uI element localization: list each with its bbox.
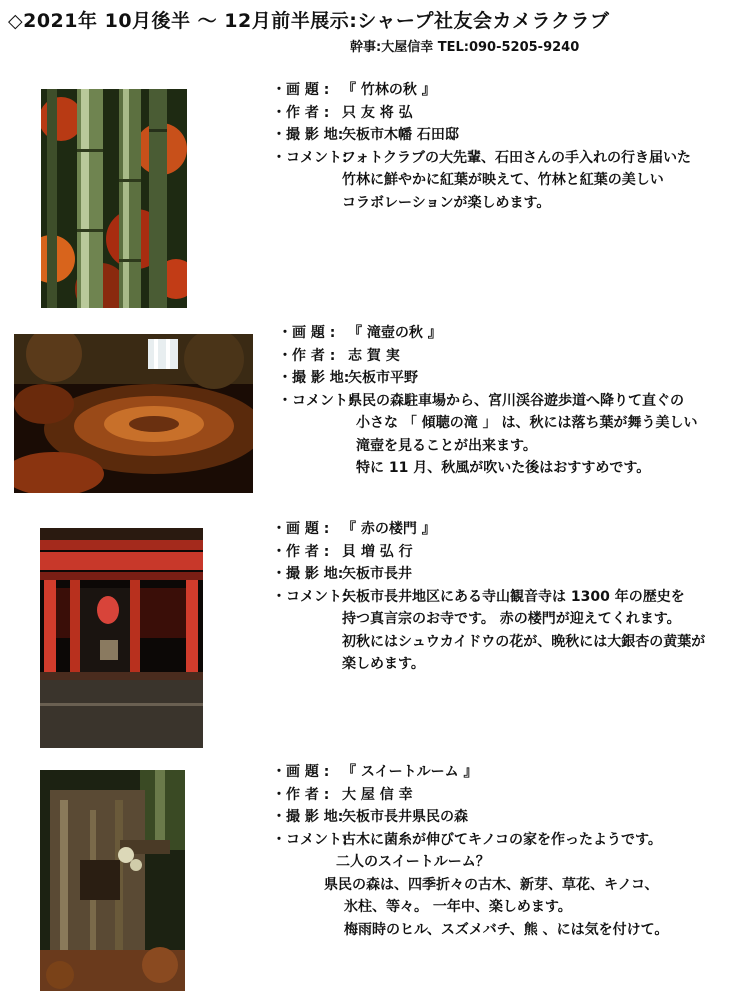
comment-line: 梅雨時のヒル、スズメバチ、熊 、には気を付けて。 xyxy=(344,921,669,938)
entry-author: 只 友 将 弘 xyxy=(342,104,413,121)
entry-title: 『 赤の楼門 』 xyxy=(342,521,436,537)
waterfall-image xyxy=(14,334,253,493)
comment-line: フォトクラブの大先輩、石田さんの手入れの行き届いた xyxy=(342,149,692,166)
comment-line: 矢板市長井地区にある寺山観音寺は 1300 年の歴史を xyxy=(342,588,685,605)
label-author: ・作 者 : xyxy=(272,104,330,121)
bamboo-image xyxy=(41,89,187,308)
entry-author: 貝 増 弘 行 xyxy=(342,543,413,560)
entry-title: 『 滝壺の秋 』 xyxy=(348,325,442,341)
comment-line: 古木に菌糸が伸びてキノコの家を作ったようです。 xyxy=(342,831,662,848)
page-title: ◇2021年 10月後半 ～ 12月前半展示:シャープ社友会カメラクラブ xyxy=(8,10,610,32)
comment-line: 二人のスイートルーム？ xyxy=(336,854,490,870)
label-comment: ・コメント: xyxy=(278,392,354,409)
photo-waterfall xyxy=(14,334,253,493)
label-comment: ・コメント: xyxy=(272,588,348,605)
label-author: ・作 者 : xyxy=(272,543,330,560)
entry-title: 『 竹林の秋 』 xyxy=(342,82,436,98)
entry-title: 『 スイートルーム 』 xyxy=(342,764,478,780)
entry-1 xyxy=(272,79,691,214)
comment-line: 楽しめます。 xyxy=(342,656,425,672)
comment-line: 特に 11 月、秋風が吹いた後はおすすめです。 xyxy=(356,460,651,476)
label-title: ・画 題 : xyxy=(272,521,330,537)
comment-line: 小さな 「 傾聴の滝 」 は、秋には落ち葉が舞う美しい xyxy=(356,415,698,431)
entry-location: 矢板市長井県民の森 xyxy=(342,809,468,825)
label-title: ・画 題 : xyxy=(272,82,330,98)
organizer-contact: 幹事:大屋信幸 TEL:090-5205-9240 xyxy=(350,40,580,55)
comment-line: 県民の森駐車場から、宮川渓谷遊歩道へ降りて直ぐの xyxy=(348,392,684,409)
label-location: ・撮 影 地: xyxy=(272,566,344,582)
comment-line: 氷柱、等々。 一年中、楽しめます。 xyxy=(344,899,572,915)
comment-line: 県民の森は、四季折々の古木、新芽、草花、キノコ、 xyxy=(324,876,659,893)
label-location: ・撮 影 地: xyxy=(272,809,344,825)
comment-line: コラボレーションが楽しめます。 xyxy=(342,194,551,211)
label-title: ・画 題 : xyxy=(272,764,330,780)
entry-author: 大 屋 信 幸 xyxy=(342,786,413,803)
tree-image xyxy=(40,770,185,991)
label-author: ・作 者 : xyxy=(278,347,336,364)
entry-4 xyxy=(272,761,668,941)
gate-image xyxy=(40,528,203,748)
photo-tree-roots xyxy=(40,770,185,991)
comment-line: 持つ真言宗のお寺です。 赤の楼門が迎えてくれます。 xyxy=(342,611,681,627)
label-location: ・撮 影 地: xyxy=(272,127,344,143)
entry-location: 矢板市木幡 石田邸 xyxy=(342,127,459,143)
entry-location: 矢板市平野 xyxy=(348,370,418,386)
photo-bamboo xyxy=(41,89,187,308)
entry-location: 矢板市長井 xyxy=(342,566,412,582)
photo-red-gate xyxy=(40,528,203,748)
label-comment: ・コメント: xyxy=(272,831,348,848)
comment-line: 滝壺を見ることが出来ます。 xyxy=(356,437,537,454)
label-author: ・作 者 : xyxy=(272,786,330,803)
entry-author: 志 賀 実 xyxy=(348,347,400,364)
comment-line: 竹林に鮮やかに紅葉が映えて、竹林と紅葉の美しい xyxy=(342,172,664,188)
label-title: ・画 題 : xyxy=(278,325,336,341)
label-location: ・撮 影 地: xyxy=(278,370,350,386)
entry-3 xyxy=(272,518,705,676)
label-comment: ・コメント: xyxy=(272,149,348,166)
entry-2 xyxy=(278,322,698,480)
comment-line: 初秋にはシュウカイドウの花が、晩秋には大銀杏の黄葉が xyxy=(342,633,706,650)
